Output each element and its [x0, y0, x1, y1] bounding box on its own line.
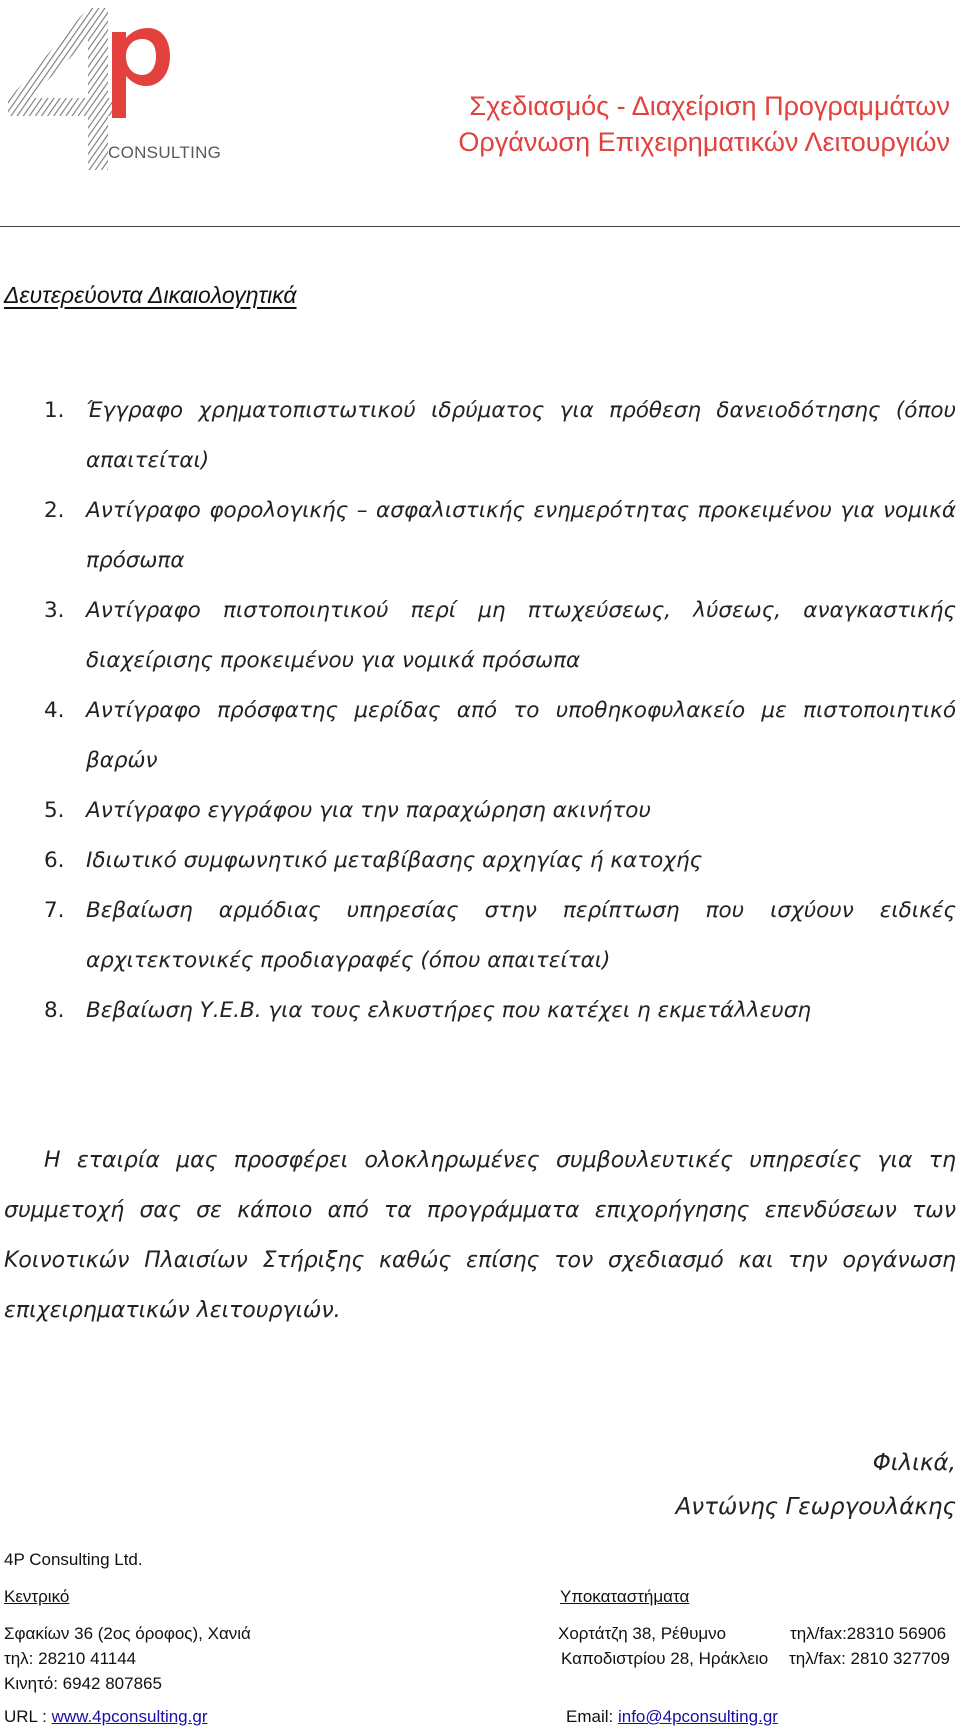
services-paragraph: Η εταιρία μας προσφέρει ολοκληρωμένες συμβουλευτικές υπηρεσίες για τη συμμετοχή σας σε κάποιο από τα προγράμματα επιχορήγησης επενδύσεων των Κοινοτικών Πλαισίων Στήριξης καθώς επίσης τον σχεδιασμό και την οργάνωση επιχειρηματικών λειτουργιών.: [4, 1148, 956, 1323]
signature-block: [676, 1441, 956, 1529]
list-text: Βεβαίωση Υ.Ε.Β. για τους ελκυστήρες που κατέχει η εκμετάλλευση: [86, 998, 811, 1023]
company-name: 4P Consulting Ltd.: [4, 1550, 143, 1569]
hq-mobile: Κινητό: 6942 807865: [4, 1674, 162, 1693]
branches-heading: Υποκαταστήματα: [560, 1587, 690, 1606]
list-text: Αντίγραφο πρόσφατης μερίδας από το υποθηκοφυλακείο με πιστοποιητικό βαρών: [86, 698, 956, 773]
closing-text: Φιλικά,: [872, 1450, 956, 1476]
list-item: [0, 786, 956, 836]
signer-name: Αντώνης Γεωργουλάκης: [675, 1494, 956, 1520]
list-text: Βεβαίωση αρμόδιας υπηρεσίας στην περίπτωση που ισχύουν ειδικές αρχιτεκτονικές προδιαγραφές (όπου απαιτείται): [86, 898, 956, 973]
hq-heading: Κεντρικό: [4, 1587, 70, 1606]
list-number: 5.: [44, 798, 65, 823]
list-number: 1.: [44, 398, 65, 423]
email-link[interactable]: info@4pconsulting.gr: [617, 1707, 778, 1726]
list-text: Αντίγραφο φορολογικής – ασφαλιστικής ενημερότητας προκειμένου για νομικά πρόσωπα: [86, 498, 956, 573]
list-item: [0, 486, 956, 586]
list-text: Έγγραφο χρηματοπιστωτικού ιδρύματος για πρόθεση δανειοδότησης (όπου απαιτείται): [86, 398, 956, 473]
section-title: Δευτερεύοντα Δικαιολογητικά: [4, 282, 297, 308]
hq-address: Σφακίων 36 (2ος όροφος), Χανιά: [4, 1624, 251, 1643]
logo-text: CONSULTING: [108, 143, 222, 162]
email-line: [566, 1707, 778, 1727]
branch2-phone: τηλ/fax: 2810 327709: [789, 1649, 950, 1668]
list-item: [0, 986, 956, 1036]
list-text: Αντίγραφο εγγράφου για την παραχώρηση ακινήτου: [86, 798, 651, 823]
list-number: 2.: [44, 498, 65, 523]
email-label: Email:: [566, 1707, 614, 1726]
list-number: 7.: [44, 898, 65, 923]
tagline-line-2: Οργάνωση Επιχειρηματικών Λειτουργιών: [458, 127, 950, 157]
url-line: [4, 1707, 207, 1727]
branch2-address: Καποδιστρίου 28, Ηράκλειο: [561, 1649, 769, 1668]
website-link[interactable]: www.4pconsulting.gr: [51, 1707, 208, 1726]
hq-phone: τηλ: 28210 41144: [4, 1649, 137, 1668]
branch1-phone: τηλ/fax:28310 56906: [790, 1624, 947, 1643]
documents-list: [0, 386, 956, 1036]
list-item: [0, 586, 956, 686]
list-number: 3.: [44, 598, 65, 623]
list-item: [0, 886, 956, 986]
list-item: [0, 686, 956, 786]
company-tagline: [458, 88, 950, 160]
company-logo: [0, 0, 230, 175]
list-number: 6.: [44, 848, 65, 873]
list-text: Ιδιωτικό συμφωνητικό μεταβίβασης αρχηγίας ή κατοχής: [86, 848, 703, 873]
branch1-address: Χορτάτζη 38, Ρέθυμνο: [558, 1624, 727, 1643]
url-label: URL :: [4, 1707, 47, 1726]
header-divider: [0, 226, 960, 227]
list-text: Αντίγραφο πιστοποιητικού περί μη πτωχεύσεως, λύσεως, αναγκαστικής διαχείρισης προκειμένου για νομικά πρόσωπα: [86, 598, 956, 673]
tagline-line-1: Σχεδιασμός - Διαχείριση Προγραμμάτων: [469, 91, 950, 121]
list-number: 8.: [44, 998, 65, 1023]
list-number: 4.: [44, 698, 65, 723]
list-item: [0, 386, 956, 486]
list-item: [0, 836, 956, 886]
